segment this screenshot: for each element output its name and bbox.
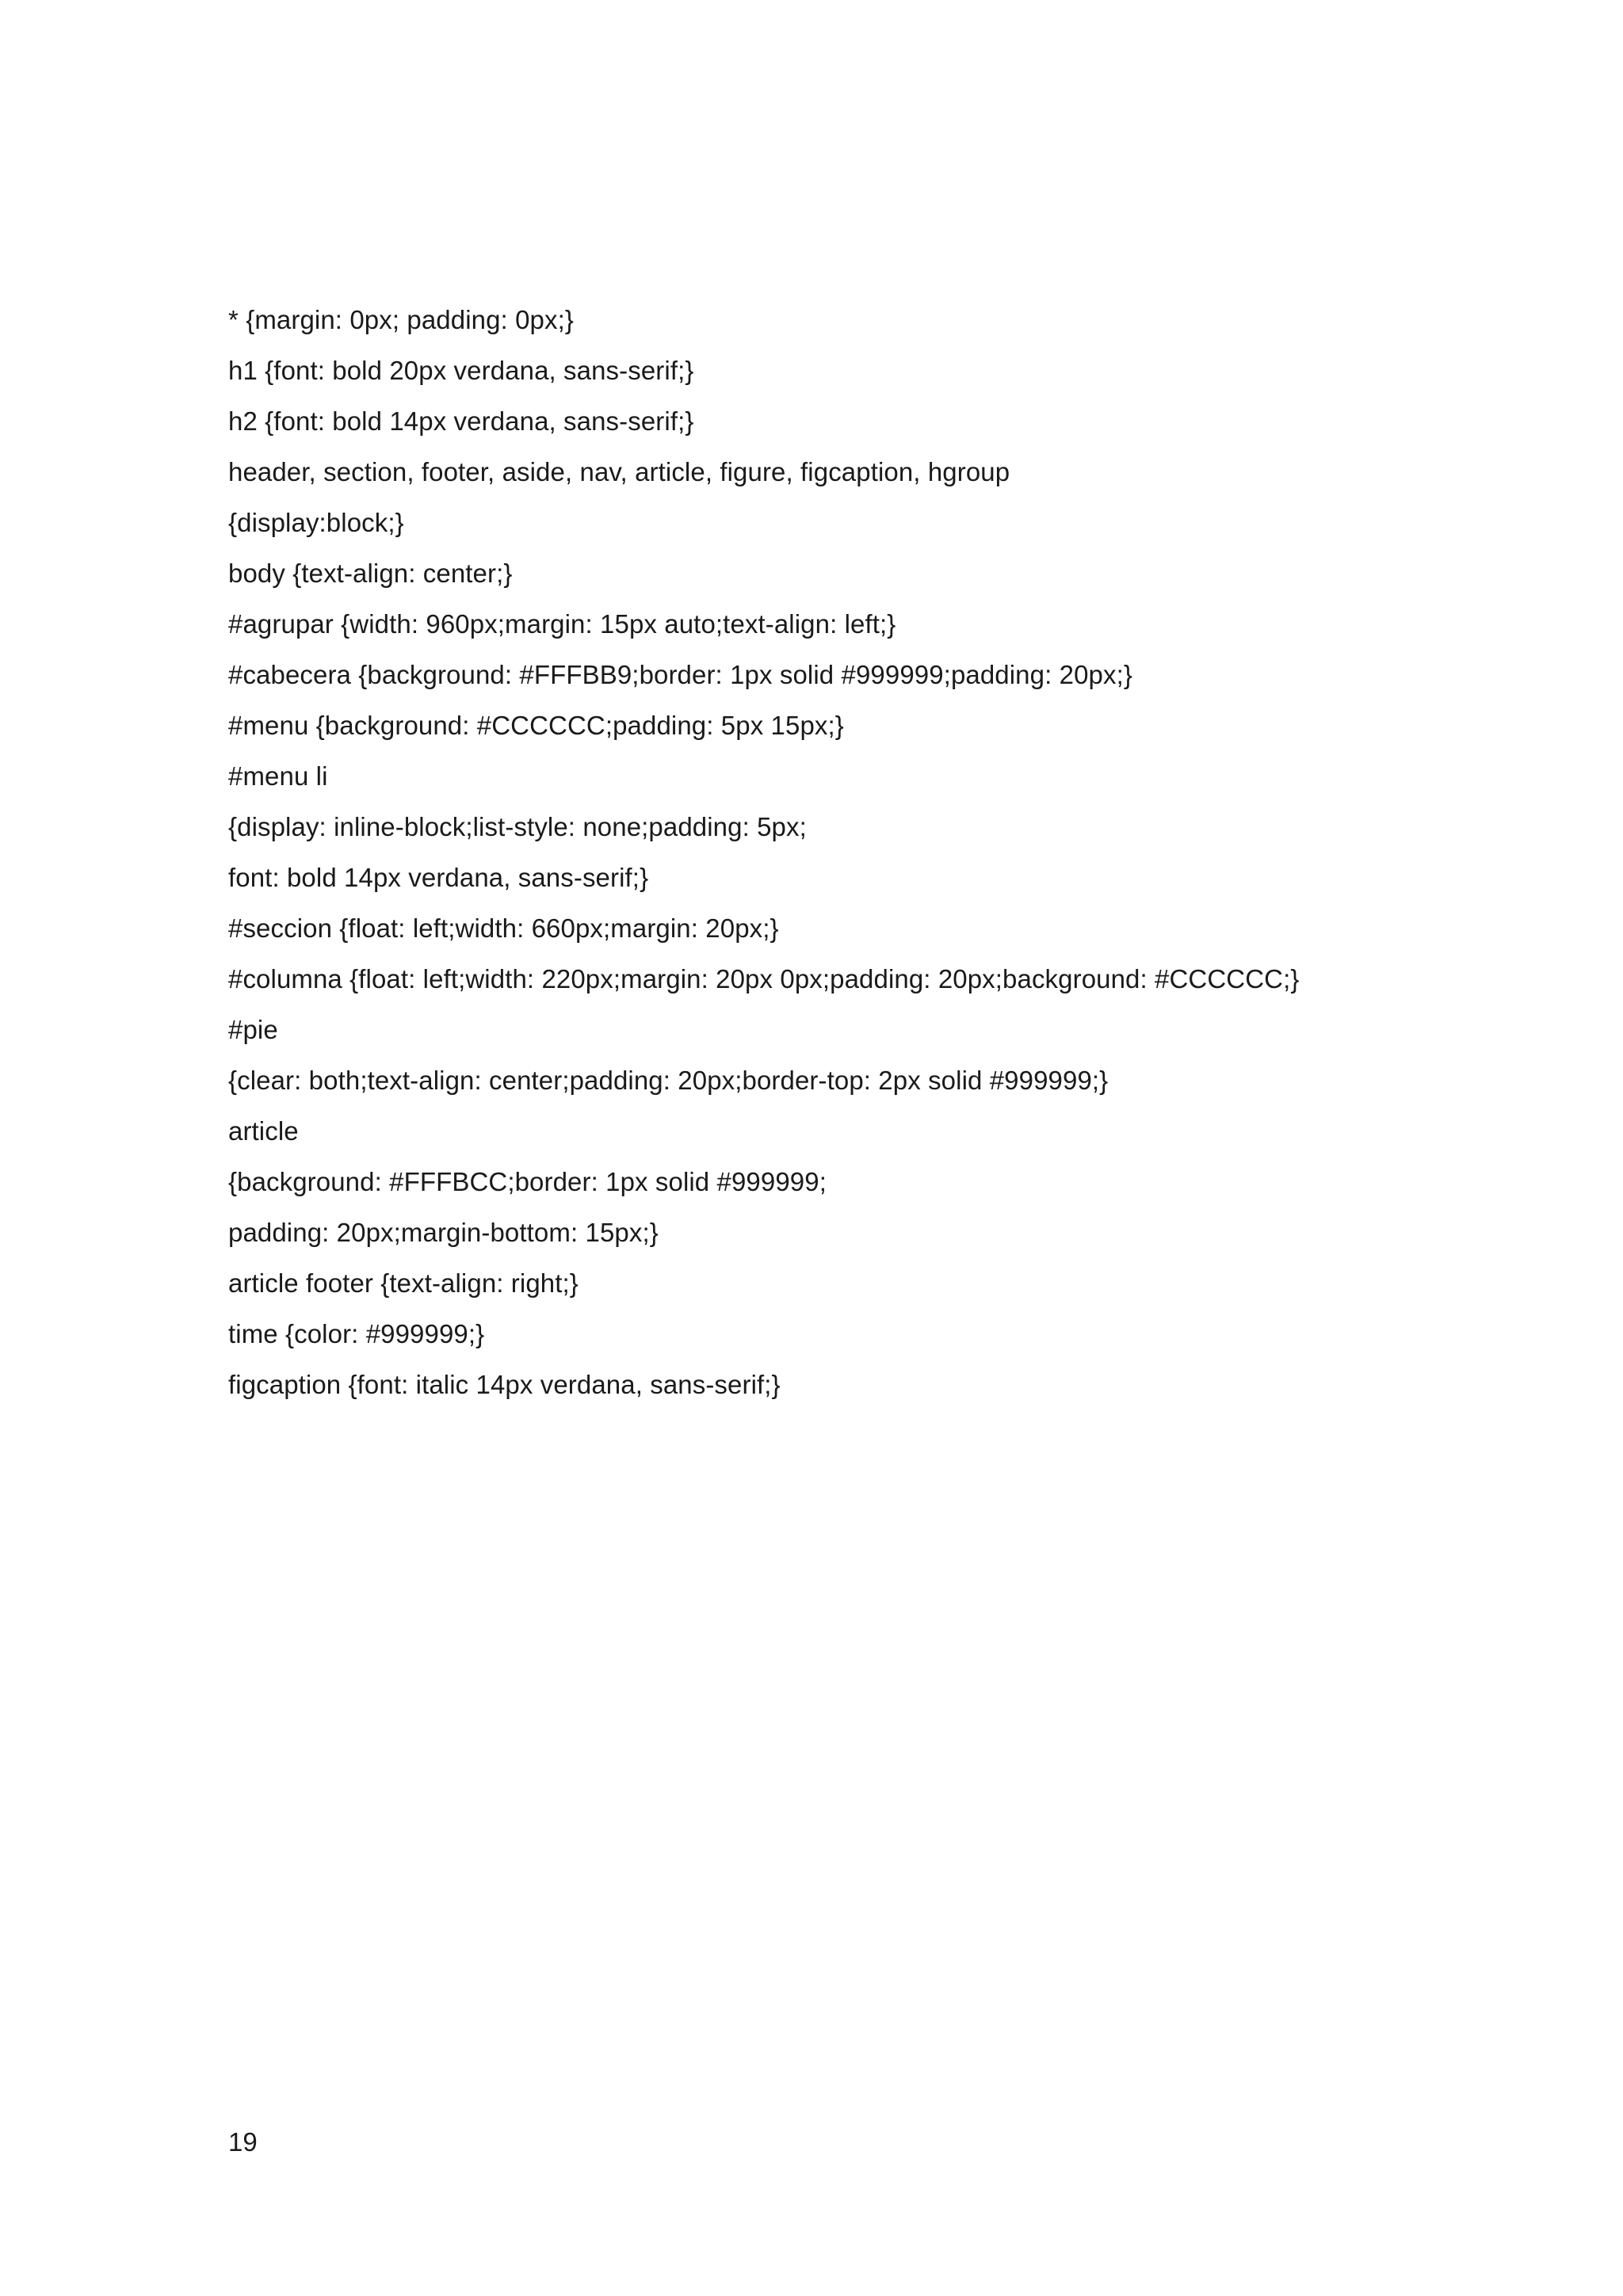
code-line-15: #pie bbox=[228, 1015, 278, 1044]
code-line-13: #seccion {float: left;width: 660px;margin: 20px;} bbox=[228, 913, 779, 943]
code-line-12: font: bold 14px verdana, sans-serif;} bbox=[228, 863, 649, 892]
code-line-9: #menu {background: #CCCCCC;padding: 5px 15px;} bbox=[228, 711, 844, 740]
code-line-10: #menu li bbox=[228, 761, 328, 791]
code-line-14: #columna {float: left;width: 220px;margin: 20px 0px;padding: 20px;background: #CCCCCC;} bbox=[228, 964, 1300, 994]
page-number: 19 bbox=[228, 2127, 258, 2157]
code-line-6: body {text-align: center;} bbox=[228, 559, 513, 588]
css-code-block bbox=[228, 295, 1433, 1410]
code-line-16: {clear: both;text-align: center;padding: 20px;border-top: 2px solid #999999;} bbox=[228, 1066, 1109, 1095]
code-line-18: {background: #FFFBCC;border: 1px solid #999999; bbox=[228, 1167, 827, 1196]
code-line-22: figcaption {font: italic 14px verdana, sans-serif;} bbox=[228, 1370, 781, 1399]
code-line-17: article bbox=[228, 1116, 299, 1146]
code-line-7: #agrupar {width: 960px;margin: 15px auto;text-align: left;} bbox=[228, 609, 896, 639]
code-line-2: h1 {font: bold 20px verdana, sans-serif;} bbox=[228, 356, 694, 385]
code-line-20: article footer {text-align: right;} bbox=[228, 1268, 579, 1298]
code-line-19: padding: 20px;margin-bottom: 15px;} bbox=[228, 1218, 659, 1247]
code-line-4: header, section, footer, aside, nav, article, figure, figcaption, hgroup bbox=[228, 457, 1010, 486]
code-line-5: {display:block;} bbox=[228, 508, 404, 537]
code-line-3: h2 {font: bold 14px verdana, sans-serif;} bbox=[228, 406, 694, 436]
code-line-11: {display: inline-block;list-style: none;padding: 5px; bbox=[228, 812, 807, 841]
code-line-1: * {margin: 0px; padding: 0px;} bbox=[228, 305, 574, 334]
code-line-21: time {color: #999999;} bbox=[228, 1319, 485, 1348]
code-line-8: #cabecera {background: #FFFBB9;border: 1px solid #999999;padding: 20px;} bbox=[228, 660, 1132, 689]
